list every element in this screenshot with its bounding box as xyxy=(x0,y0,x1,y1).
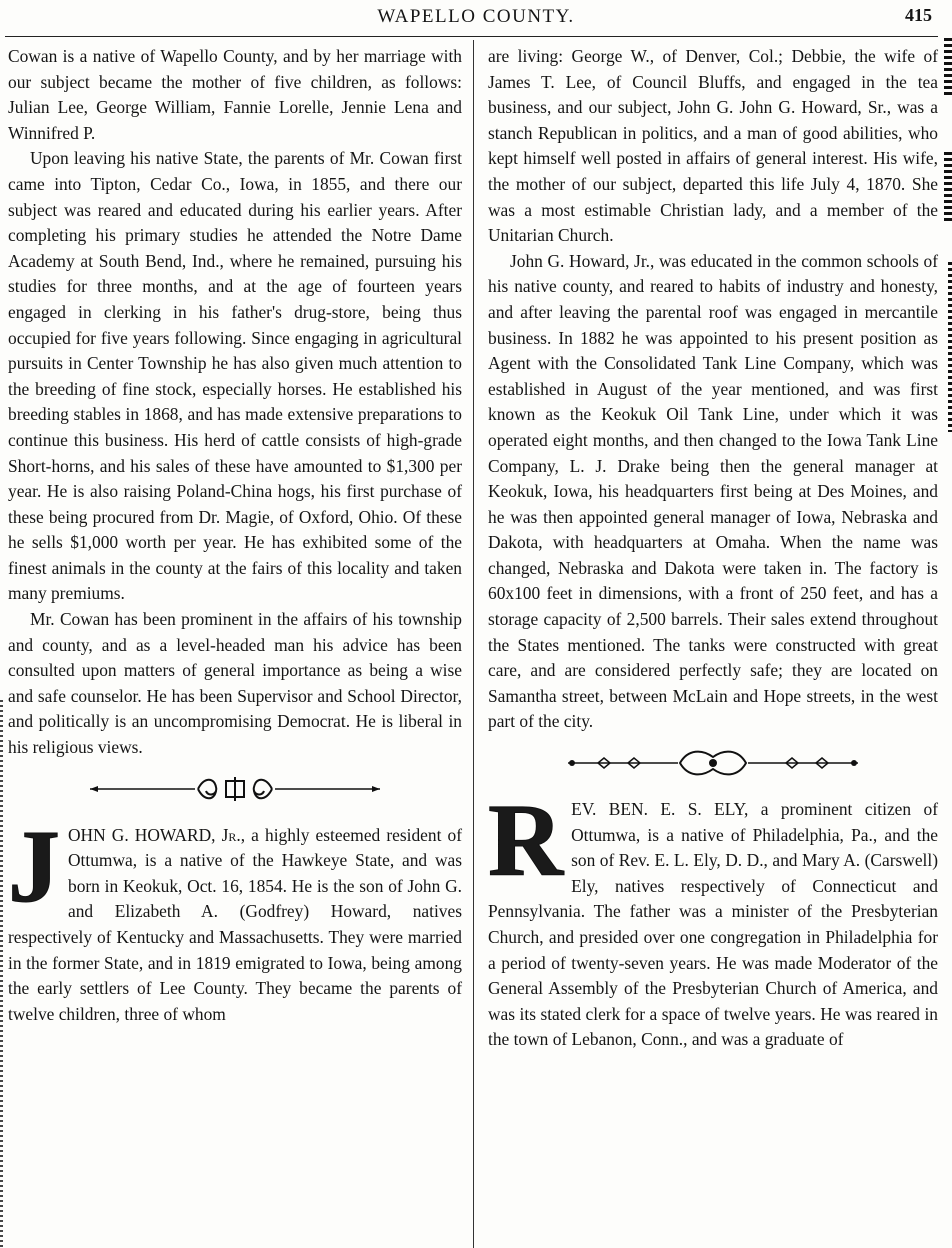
howard-bio xyxy=(8,808,463,1028)
right-column xyxy=(488,44,938,1053)
section-ornament xyxy=(90,775,380,803)
drop-cap-r: R xyxy=(488,783,564,899)
ely-bio-text: a prominent citizen of Ottumwa, is a native of Philadelphia, Pa., and the son of Rev. E. L. Ely, D. D., and Mary A. (Carswell) Ely, natives respectively of Connecticut and Pennsylvania. The father was a minister of the Presbyterian Church, and presided over one congregation in Philadelphia for a period of twenty-seven years. He was made Moderator of the General Assembly of the Presbyterian Church of America, and was its stated clerk for a space of twelve years. He was reared in the town of Lebanon, Conn., and was a graduate of xyxy=(488,799,938,1050)
ely-name: EV. BEN. E. S. ELY, xyxy=(571,799,749,820)
section-ornament-right xyxy=(568,749,858,777)
binding-edge-top xyxy=(944,38,952,98)
drop-cap-j: J xyxy=(8,808,60,924)
binding-edge-mid xyxy=(944,152,952,222)
howard-name: OHN G. HOWARD, Jr., xyxy=(68,824,246,845)
binding-edge-lower xyxy=(948,262,952,432)
left-column xyxy=(8,44,462,1027)
header-rule xyxy=(5,36,938,37)
cowan-paragraph-2: Upon leaving his native State, the parents of Mr. Cowan first came into Tipton, Cedar Co., Iowa, in 1855, and there our subject was reared and educated during his earlier years. After completing his primary studies he attended the Notre Dame Academy at South Bend, Ind., where he remained, pursuing his studies for three months, and at the age of fourteen years engaged in clerking in his father's drug-store, being thus occupied for five years following. Since engaging in agricultural pursuits in Center Township he has also given much attention to the breeding of fine stock, especially horses. He established his breeding stables in 1868, and has made extensive preparations to continue this business. His herd of cattle consists of high-grade Short-horns, and his sales of these have amounted to $1,300 per year. He is also raising Poland-China hogs, his first purchase of these being procured from Dr. Magie, of Oxford, Ohio. Of these he sells $1,000 worth per year. He has exhibited some of the finest animals in the county at the fairs of this locality and taken many premiums. xyxy=(8,148,462,604)
running-title: WAPELLO COUNTY. xyxy=(377,6,575,27)
page-header xyxy=(0,0,952,32)
cowan-paragraph-3: Mr. Cowan has been prominent in the affairs of his township and county, and as a level-headed man his advice has been consulted upon matters of general importance as being a wise and safe counselor. He has been Supervisor and School Director, and politically is an uncompromising Democrat. He is liberal in his religious views. xyxy=(8,609,462,758)
column-divider xyxy=(473,40,474,1248)
ely-bio xyxy=(488,783,938,1053)
howard-paragraph-3: John G. Howard, Jr., was educated in the common schools of his native county, and reared to habits of industry and honesty, and after leaving the parental roof was engaged in mercantile business. In 1882 he was appointed to his present position as Agent with the Consolidated Tank Line Company, which was established in August of the year mentioned, and was first known as the Keokuk Oil Tank Line, under which it was operated eight months, and then changed to the Iowa Tank Line Company, L. J. Drake being then the general manager at Keokuk, Iowa, his headquarters first being at Des Moines, and he was then appointed general manager of Iowa, Nebraska and Dakota, with headquarters at Omaha. When the name was changed, Nebraska and Dakota were taken in. The factory is 60x100 feet in dimensions, with a front of 250 feet, and has a storage capacity of 2,500 barrels. Their sales extend throughout the States mentioned. The tanks were constructed with great care, and are considered perfectly safe; they are located on Samantha street, between McLain and Hope streets, in the west part of the city. xyxy=(488,250,938,732)
page-number: 415 xyxy=(905,5,932,25)
left-page-edge xyxy=(0,700,3,1248)
cowan-paragraph-1: Cowan is a native of Wapello County, and by her marriage with our subject became the mother of five children, as follows: Julian Lee, George William, Fannie Lorelle, Jennie Lena and Winnifred P. xyxy=(8,46,462,143)
howard-bio-text: a highly esteemed resident of Ottumwa, is a native of the Hawkeye State, and was born in Keokuk, Oct. 16, 1854. He is the son of John G. and Elizabeth A. (Godfrey) Howard, natives respectively of Kentucky and Massachusetts. They were married in the former State, and in 1819 emigrated to Iowa, being among the early settlers of Lee County. They became the parents of twelve children, three of whom xyxy=(8,824,463,1024)
howard-paragraph-2: are living: George W., of Denver, Col.; Debbie, the wife of James T. Lee, of Council Bluffs, and engaged in the tea business, and our subject, John G. John G. Howard, Sr., was a stanch Republican in politics, and a man of good abilities, who kept himself well posted in affairs of general interest. His wife, the mother of our subject, departed this life July 4, 1870. She was a most estimable Christian lady, and a member of the Unitarian Church. xyxy=(488,46,938,246)
